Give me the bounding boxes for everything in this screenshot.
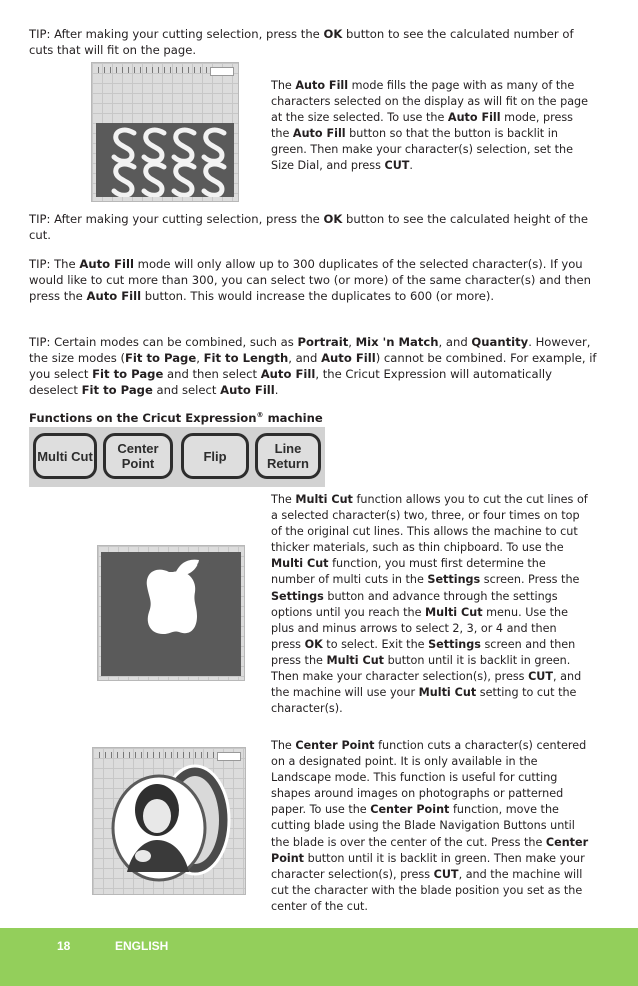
multi-cut-mat-illustration [97,545,245,681]
s-characters-graphic [96,123,234,197]
auto-fill-mat-illustration [91,62,239,202]
multi-cut-description: The Multi Cut function allows you to cut the cut lines of a selected character(s) two, three, or four times on top of the original cut lines. This allows the machine to cut thicker materials, such as thin chipboard. To use the Multi Cut function, you must first determine the number of multi cuts in the Settings screen. Press the Settings button and advance through the settings options until you reach the Multi Cut menu. Use the plus and minus arrows to select 2, 3, or 4 and then press OK to select. Exit the Settings screen and then press the Multi Cut button until it is backlit in green. Then make your character selection(s), press CUT, and the machine will use your Multi Cut setting to cut the character(s). [271,493,588,716]
line-return-button: Line Return [255,433,321,479]
functions-heading: Functions on the Cricut Expression® machine [29,410,323,425]
center-point-mat-illustration [92,747,246,895]
portrait-photo-graphic [103,762,235,888]
tip-combined-modes: TIP: Certain modes can be combined, such as Portrait, Mix 'n Match, and Quantity. However, the size modes (Fit to Page, Fit to Length, and Auto Fill) cannot be combined. For example, if you select Fit to Page and then select Auto Fill, the Cricut Expression will automatically deselect Fit to Page and select Auto Fill. [29,335,597,397]
center-point-button: Center Point [103,433,173,479]
page-footer [0,928,638,986]
multi-cut-button: Multi Cut [33,433,97,479]
page-number: 18 [57,939,71,953]
function-buttons-strip [29,427,325,487]
flip-button: Flip [181,433,249,479]
tip-auto-fill-limit: TIP: The Auto Fill mode will only allow up to 300 duplicates of the selected character(s). If you would like to cut more than 300, you can select two (or more) of the same character(s) and then press the Auto Fill button. This would increase the duplicates to 600 (or more). [29,257,592,303]
apple-shape-graphic [101,552,241,676]
auto-fill-description: The Auto Fill mode fills the page with as many of the characters selected on the display as will fit on the page at the size selected. To use the Auto Fill mode, press the Auto Fill button so that the button is backlit in green. Then make your character(s) selection, set the Size Dial, and press CUT. [271,79,589,173]
tip-cut-height: TIP: After making your cutting selection, press the OK button to see the calculated height of the cut. [29,212,588,242]
tip-cut-count: TIP: After making your cutting selection, press the OK button to see the calculated number of cuts that will fit on the page. [29,27,574,57]
footer-language: ENGLISH [115,939,169,953]
center-point-description: The Center Point function cuts a character(s) centered on a designated point. It is only available in the Landscape mode. This function is useful for cutting shapes around images on photographs or patterned paper. To use the Center Point function, move the cutting blade using the Blade Navigation Buttons until the blade is over the center of the cut. Press the Center Point button until it is backlit in green. Then make your character selection(s), press CUT, and the machine will cut the character with the blade position you set as the center of the cut. [271,739,589,913]
